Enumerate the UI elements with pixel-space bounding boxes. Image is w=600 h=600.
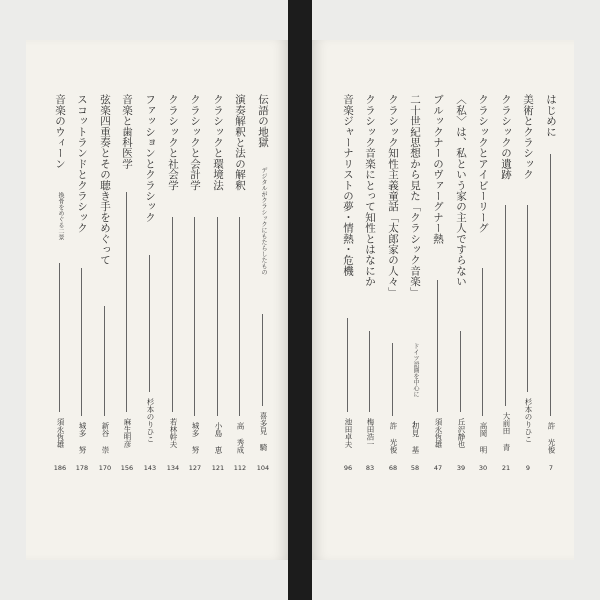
entry-subtitle: ドイツ語圏を中心に	[412, 343, 419, 397]
entry-page-number: 21	[501, 464, 511, 472]
entry-author: 喜多見 騎	[259, 412, 268, 451]
leader-line	[437, 280, 438, 412]
right-toc-entry	[341, 94, 355, 478]
entry-subtitle: 換骨をめぐる二景	[57, 192, 64, 240]
leader-line	[104, 306, 105, 416]
left-toc-entry	[120, 94, 134, 478]
leader-line	[149, 255, 150, 392]
right-toc-entry	[363, 94, 377, 478]
entry-title: クラシックの遺跡	[500, 94, 512, 180]
entry-author: 杉本のりひこ	[146, 398, 155, 443]
entry-author: 麻生明彦	[123, 418, 132, 448]
entry-author: 大前田 青	[502, 412, 511, 451]
entry-title: クラシックと環境法	[212, 94, 224, 191]
entry-title: 弦楽四重奏とその聴き手をめぐって	[99, 94, 111, 266]
left-toc-entry	[233, 94, 247, 478]
entry-author: 小島 恵	[214, 422, 223, 454]
entry-author: 丘沢静也	[457, 418, 466, 448]
leader-line	[262, 314, 263, 406]
entry-title: 音楽のウィーン	[54, 94, 66, 169]
left-toc-entry	[98, 94, 112, 478]
entry-page-number: 68	[388, 464, 398, 472]
right-toc-entry	[454, 94, 468, 478]
entry-page-number: 156	[120, 464, 134, 472]
right-toc-entry	[386, 94, 400, 478]
leader-line	[172, 217, 173, 412]
right-toc-entry	[476, 94, 490, 478]
leader-line	[369, 331, 370, 412]
entry-page-number: 143	[143, 464, 157, 472]
entry-title: 〈私〉は、私という家の主人ですらない	[455, 94, 467, 287]
right-toc-entry	[499, 94, 513, 478]
entry-title: 演奏解釈と法の解釈	[234, 94, 246, 191]
entry-author: 許 光俊	[547, 422, 556, 454]
entry-page-number: 134	[166, 464, 180, 472]
leader-line	[194, 217, 195, 416]
entry-title: 二十世紀思想から見た「クラシック音楽」	[409, 94, 421, 298]
entry-page-number: 83	[365, 464, 375, 472]
left-toc-entry	[188, 94, 202, 478]
entry-page-number: 121	[211, 464, 225, 472]
leader-line	[527, 205, 528, 392]
entry-author: 若林幹夫	[169, 418, 178, 448]
entry-page-number: 104	[256, 464, 270, 472]
right-toc-entry	[544, 94, 558, 478]
leader-line	[347, 318, 348, 412]
left-toc-entry	[256, 94, 270, 478]
entry-page-number: 186	[53, 464, 67, 472]
entry-page-number: 30	[478, 464, 488, 472]
entry-title: クラシックとアイビーリーグ	[477, 94, 489, 234]
entry-page-number: 47	[433, 464, 443, 472]
entry-title: 美術とクラシック	[522, 94, 534, 180]
left-toc-entry	[211, 94, 225, 478]
leader-line	[550, 154, 551, 416]
leader-line	[392, 343, 393, 416]
entry-author: 城多 努	[78, 422, 87, 454]
entry-author: 高 秀成	[236, 422, 245, 454]
entry-page-number: 96	[343, 464, 353, 472]
entry-title: 音楽ジャーナリストの夢・情熱・危機	[342, 94, 354, 276]
left-toc-entry	[166, 94, 180, 478]
book-gutter	[288, 0, 312, 600]
leader-line	[59, 263, 60, 412]
entry-author: 城多 努	[191, 422, 200, 454]
entry-title: はじめに	[545, 94, 557, 137]
entry-title: クラシックと社会学	[167, 94, 179, 191]
entry-author: 須永恆雄	[434, 418, 443, 448]
left-toc-entry	[143, 94, 157, 478]
entry-page-number: 178	[75, 464, 89, 472]
entry-page-number: 9	[525, 464, 531, 472]
entry-subtitle: デジタルがクラシックにもたらしたもの	[260, 167, 267, 275]
entry-author: 杉本のりひこ	[524, 398, 533, 443]
entry-page-number: 39	[456, 464, 466, 472]
entry-author: 梅田浩一	[366, 418, 375, 448]
leader-line	[81, 268, 82, 416]
leader-line	[482, 268, 483, 416]
entry-page-number: 170	[98, 464, 112, 472]
leader-line	[217, 217, 218, 416]
entry-author: 須永恆雄	[56, 418, 65, 448]
entry-author: 池田卓夫	[344, 418, 353, 448]
leader-line	[239, 217, 240, 416]
entry-title: 伝語の地獄	[257, 94, 269, 148]
entry-title: ファッションとクラシック	[144, 94, 156, 223]
entry-author: 高岡 明	[479, 422, 488, 454]
entry-title: クラシック知性主義童話「太郎家の人々」	[387, 94, 399, 298]
leader-line	[460, 331, 461, 412]
entry-page-number: 58	[410, 464, 420, 472]
entry-title: クラシック音楽にとって知性とはなにか	[364, 94, 376, 287]
left-toc-entry	[75, 94, 89, 478]
entry-title: ブルックナーのヴァーグナー熱	[432, 94, 444, 244]
right-toc-entry	[408, 94, 422, 478]
entry-author: 新谷 崇	[101, 422, 110, 454]
entry-title: 音楽と歯科医学	[121, 94, 133, 169]
left-toc-entry	[53, 94, 67, 478]
right-toc-entry	[521, 94, 535, 478]
entry-page-number: 112	[233, 464, 247, 472]
entry-page-number: 127	[188, 464, 202, 472]
entry-page-number: 7	[548, 464, 554, 472]
entry-author: 初見 基	[411, 422, 420, 454]
entry-title: スコットランドとクラシック	[76, 94, 88, 234]
leader-line	[505, 205, 506, 406]
right-toc-entry	[431, 94, 445, 478]
leader-line	[126, 192, 127, 412]
entry-author: 許 光俊	[389, 422, 398, 454]
entry-title: クラシックと会計学	[189, 94, 201, 191]
